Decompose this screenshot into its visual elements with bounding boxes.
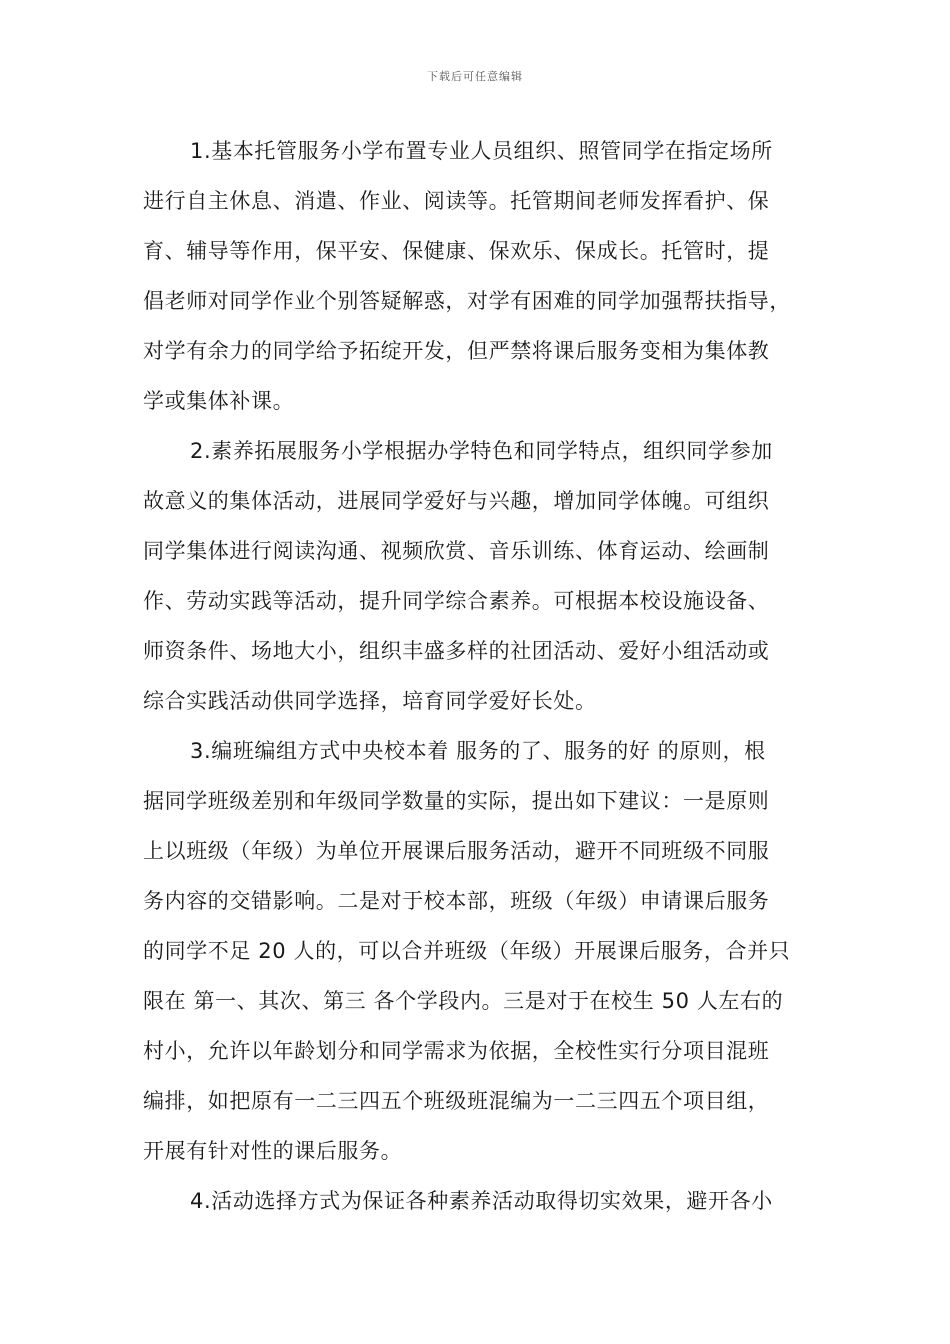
paragraph-1-line: 育、辅导等作用，保平安、保健康、保欢乐、保成长。托管时，提 <box>143 239 770 263</box>
paragraph-2-line: 师资条件、场地大小，组织丰盛多样的社团活动、爱好小组活动或 <box>143 639 770 663</box>
paragraph-3-line: 限在 第一、其次、第三 各个学段内。三是对于在校生 50 人左右的 <box>143 989 784 1013</box>
header-note: 下载后可任意编辑 <box>427 70 523 83</box>
paragraph-1-line: 对学有余力的同学给予拓绽开发，但严禁将课后服务变相为集体教 <box>143 339 770 363</box>
document-body <box>143 126 823 1226</box>
paragraph-2-line: 故意义的集体活动，进展同学爱好与兴趣，增加同学体魄。可组织 <box>143 489 770 513</box>
paragraph-3-line: 的同学不足 20 人的，可以合并班级（年级）开展课后服务，合并只 <box>143 939 791 963</box>
paragraph-2-line: 作、劳动实践等活动，提升同学综合素养。可根据本校设施设备、 <box>143 589 770 613</box>
paragraph-3-line: 开展有针对性的课后服务。 <box>143 1139 403 1163</box>
paragraph-1-line: 学或集体补课。 <box>143 389 295 413</box>
paragraph-3-line: 3.编班编组方式中央校本着 服务的了、服务的好 的原则，根 <box>190 739 766 763</box>
paragraph-3-line: 村小，允许以年龄划分和同学需求为依据，全校性实行分项目混班 <box>143 1039 770 1063</box>
paragraph-1-line: 1.基本托管服务小学布置专业人员组织、照管同学在指定场所 <box>190 139 773 163</box>
paragraph-3-line: 据同学班级差别和年级同学数量的实际，提出如下建议：一是原则 <box>143 789 770 813</box>
paragraph-3-line: 编排，如把原有一二三四五个班级班混编为一二三四五个项目组， <box>143 1089 770 1113</box>
paragraph-3-line: 务内容的交错影响。二是对于校本部，班级（年级）申请课后服务 <box>143 889 770 913</box>
paragraph-4-line: 4.活动选择方式为保证各种素养活动取得切实效果，避开各小 <box>190 1189 773 1213</box>
paragraph-1-line: 进行自主休息、消遣、作业、阅读等。托管期间老师发挥看护、保 <box>143 189 770 213</box>
paragraph-3-line: 上以班级（年级）为单位开展课后服务活动，避开不同班级不同服 <box>143 839 770 863</box>
paragraph-2-line: 2.素养拓展服务小学根据办学特色和同学特点，组织同学参加 <box>190 439 773 463</box>
paragraph-2-line: 同学集体进行阅读沟通、视频欣赏、音乐训练、体育运动、绘画制 <box>143 539 770 563</box>
paragraph-2-line: 综合实践活动供同学选择，培育同学爱好长处。 <box>143 689 597 713</box>
paragraph-1-line: 倡老师对同学作业个别答疑解惑，对学有困难的同学加强帮扶指导， <box>143 289 791 313</box>
